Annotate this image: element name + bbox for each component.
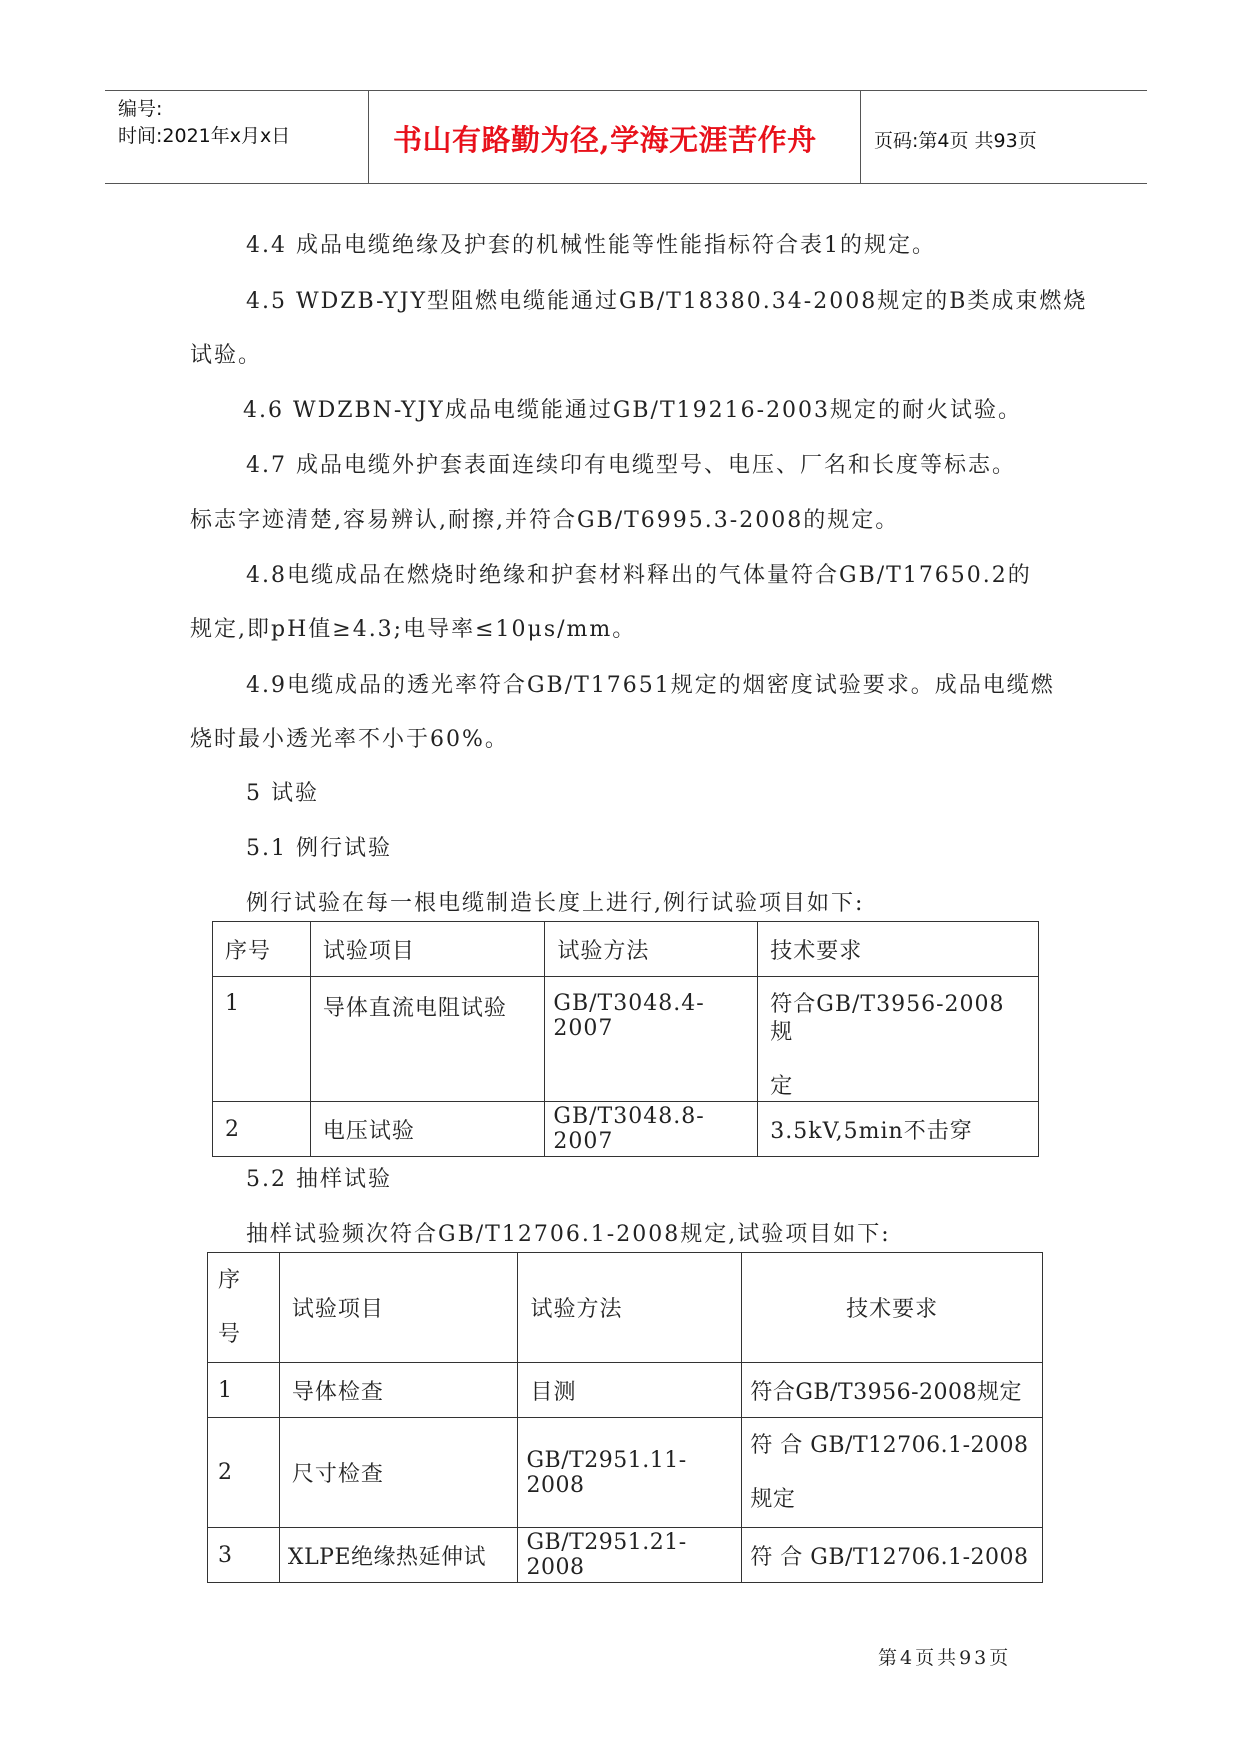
cell-requirement-line2: 规定 xyxy=(750,1486,796,1512)
cell-requirement: 3.5kV,5min不击穿 xyxy=(758,1102,1039,1157)
sample-test-table xyxy=(207,1252,1043,1583)
cell-method: GB/T2951.21-2008 xyxy=(518,1528,742,1583)
header-cell-method: 试验方法 xyxy=(545,922,758,977)
header-motto: 书山有路勤为径,学海无涯苦作舟 xyxy=(393,123,817,157)
header-page-label: 页码:第4页 共93页 xyxy=(874,130,1037,152)
table-header-row xyxy=(208,1253,1043,1363)
cell-method: GB/T3048.4-2007 xyxy=(545,977,758,1102)
clause-4-6: 4.6 WDZBN-YJY成品电缆能通过GB/T19216-2003规定的耐火试验。 xyxy=(243,398,1023,423)
cell-requirement-line1: 符合GB/T3956-2008规 xyxy=(770,992,1005,1045)
page-footer: 第4页共93页 xyxy=(878,1647,1012,1669)
header-cell-index: 序号 xyxy=(213,922,311,977)
clause-4-9-line2: 烧时最小透光率不小于60%。 xyxy=(190,727,509,752)
cell-method: 目测 xyxy=(518,1363,742,1418)
cell-method: GB/T2951.11-2008 xyxy=(518,1418,742,1528)
header-divider-right xyxy=(860,90,861,184)
section-5-1-heading: 5.1 例行试验 xyxy=(246,836,392,861)
header-top-rule xyxy=(105,90,1147,91)
clause-4-8-line1: 4.8电缆成品在燃烧时绝缘和护套材料释出的气体量符合GB/T17650.2的 xyxy=(246,563,1032,588)
header-cell-item: 试验项目 xyxy=(279,1253,518,1363)
header-bottom-rule xyxy=(105,183,1147,184)
cell-requirement-line2: 定 xyxy=(770,1074,794,1099)
clause-4-7-line2: 标志字迹清楚,容易辨认,耐擦,并符合GB/T6995.3-2008的规定。 xyxy=(190,508,900,533)
document-number-label: 编号: xyxy=(118,98,163,120)
document-time-label: 时间:2021年x月x日 xyxy=(118,125,291,147)
table-row xyxy=(208,1418,1043,1528)
table-row xyxy=(208,1363,1043,1418)
header-index-line1: 序 xyxy=(218,1267,242,1293)
routine-test-table xyxy=(212,921,1039,1157)
cell-requirement xyxy=(742,1418,1043,1528)
cell-requirement: 符 合 GB/T12706.1-2008 xyxy=(742,1528,1043,1583)
cell-requirement: 符合GB/T3956-2008规定 xyxy=(742,1363,1043,1418)
clause-4-5-line1: 4.5 WDZB-YJY型阻燃电缆能通过GB/T18380.34-2008规定的B类成束燃烧 xyxy=(246,289,1088,314)
cell-index: 1 xyxy=(213,977,311,1102)
header-index-line2: 号 xyxy=(218,1321,242,1347)
header-cell-index xyxy=(208,1253,280,1363)
table-row xyxy=(213,977,1039,1102)
cell-index: 2 xyxy=(213,1102,311,1157)
section-5-1-intro: 例行试验在每一根电缆制造长度上进行,例行试验项目如下: xyxy=(246,891,865,916)
clause-4-9-line1: 4.9电缆成品的透光率符合GB/T17651规定的烟密度试验要求。成品电缆燃 xyxy=(246,673,1055,698)
clause-4-8-line2: 规定,即pH值≥4.3;电导率≤10μs/mm。 xyxy=(190,617,637,642)
clause-4-4: 4.4 成品电缆绝缘及护套的机械性能等性能指标符合表1的规定。 xyxy=(246,233,936,258)
cell-index: 1 xyxy=(208,1363,280,1418)
header-cell-item: 试验项目 xyxy=(310,922,545,977)
cell-index: 3 xyxy=(208,1528,280,1583)
cell-item: 尺寸检查 xyxy=(279,1418,518,1528)
cell-index: 2 xyxy=(208,1418,280,1528)
table-row xyxy=(213,1102,1039,1157)
cell-item: 导体检查 xyxy=(279,1363,518,1418)
cell-item: 电压试验 xyxy=(310,1102,545,1157)
cell-method: GB/T3048.8-2007 xyxy=(545,1102,758,1157)
table-row xyxy=(208,1528,1043,1583)
clause-4-7-line1: 4.7 成品电缆外护套表面连续印有电缆型号、电压、厂名和长度等标志。 xyxy=(246,453,1016,478)
cell-requirement xyxy=(758,977,1039,1102)
cell-item: XLPE绝缘热延伸试 xyxy=(279,1528,518,1583)
section-5-2-heading: 5.2 抽样试验 xyxy=(246,1167,392,1192)
header-cell-method: 试验方法 xyxy=(518,1253,742,1363)
cell-requirement-line1: 符 合 GB/T12706.1-2008 xyxy=(750,1432,1029,1458)
table-header-row xyxy=(213,922,1039,977)
header-cell-requirement: 技术要求 xyxy=(742,1253,1043,1363)
clause-4-5-line2: 试验。 xyxy=(190,343,263,368)
header-cell-requirement: 技术要求 xyxy=(758,922,1039,977)
header-divider-left xyxy=(368,90,369,184)
section-5-2-intro: 抽样试验频次符合GB/T12706.1-2008规定,试验项目如下: xyxy=(246,1222,891,1247)
section-5-heading: 5 试验 xyxy=(246,781,319,806)
cell-item: 导体直流电阻试验 xyxy=(310,977,545,1102)
